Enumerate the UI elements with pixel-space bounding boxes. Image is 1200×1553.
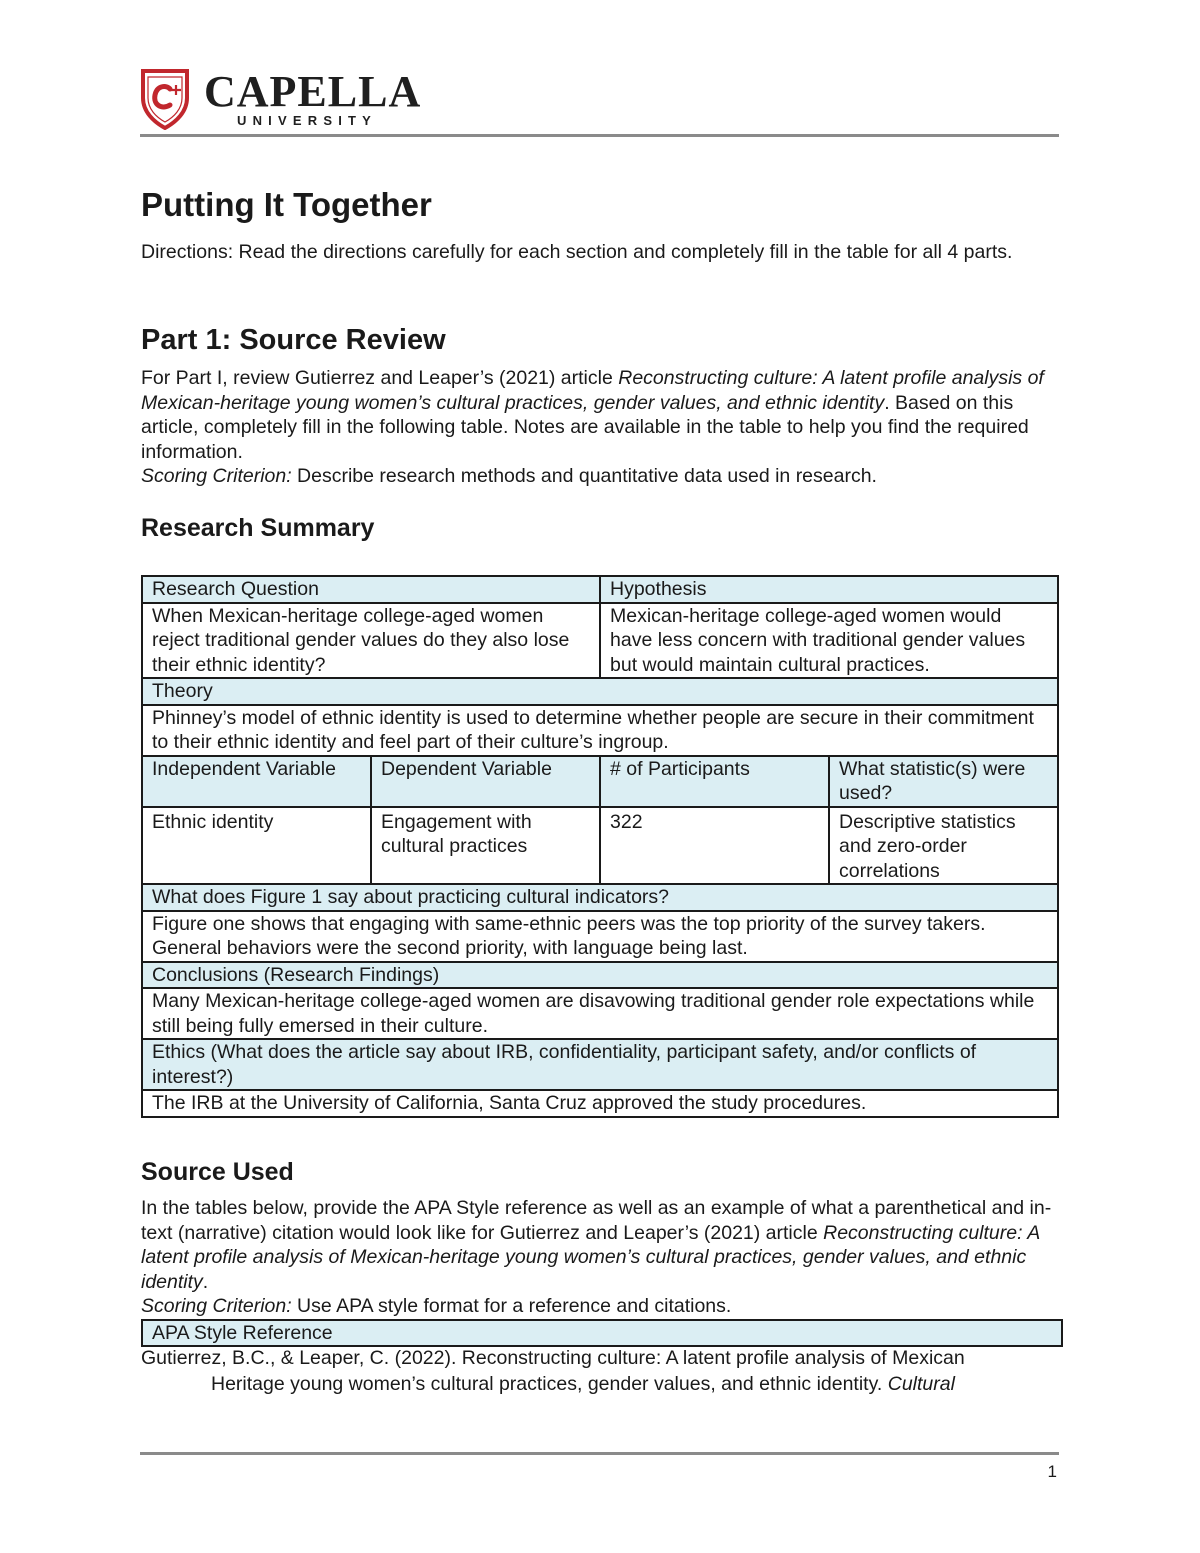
hypothesis-label: Hypothesis xyxy=(600,576,1058,603)
conclusions-cell: Many Mexican-heritage college-aged women are disavowing traditional gender role expectations while still being fully emersed in their culture. xyxy=(142,988,1058,1039)
part1-intro: For Part I, review Gutierrez and Leaper’s (2021) article Reconstructing culture: A latent profile analysis of Mexican-heritage young women’s cultural practices, gender values, and ethnic identity. Based on this article, completely fill in the following table. Notes are available in the table to help you find the required information. Scoring Criterion: Describe research methods and quantitative data used in research. xyxy=(141,367,1044,488)
footer-rule xyxy=(140,1452,1059,1455)
iv-label: Independent Variable xyxy=(142,756,371,807)
statistics-cell: Descriptive statistics and zero-order correlations xyxy=(829,807,1058,885)
ethics-label: Ethics (What does the article say about IRB, confidentiality, participant safety, and/or conflicts of interest?) xyxy=(142,1039,1058,1090)
iv-cell: Ethnic identity xyxy=(142,807,371,885)
table-row xyxy=(142,1090,1058,1117)
research-question-cell: When Mexican-heritage college-aged women reject traditional gender values do they also lose their ethnic identity? xyxy=(142,603,600,679)
header-rule xyxy=(140,134,1059,137)
figure-label: What does Figure 1 say about practicing cultural indicators? xyxy=(142,884,1058,911)
research-summary-table xyxy=(141,575,1059,1118)
source-used-heading: Source Used xyxy=(141,1158,294,1186)
table-row xyxy=(142,884,1058,911)
table-row xyxy=(142,911,1058,962)
figure-cell: Figure one shows that engaging with same-ethnic peers was the top priority of the survey takers. General behaviors were the second priority, with language being last. xyxy=(142,911,1058,962)
dv-label: Dependent Variable xyxy=(371,756,600,807)
research-question-label: Research Question xyxy=(142,576,600,603)
research-summary-heading: Research Summary xyxy=(141,514,375,542)
shield-icon xyxy=(140,68,190,130)
apa-reference-text: Gutierrez, B.C., & Leaper, C. (2022). Reconstructing culture: A latent profile analysis of Mexican Heritage young women’s cultural practices, gender values, and ethnic identity. Cultural xyxy=(141,1347,965,1395)
ethics-cell: The IRB at the University of California, Santa Cruz approved the study procedures. xyxy=(142,1090,1058,1117)
dv-cell: Engagement with cultural practices xyxy=(371,807,600,885)
table-row xyxy=(142,603,1058,679)
table-row xyxy=(142,1039,1058,1090)
table-row xyxy=(142,962,1058,989)
table-row xyxy=(142,807,1058,885)
page-number: 1 xyxy=(1047,1462,1057,1481)
table-row xyxy=(142,988,1058,1039)
conclusions-label: Conclusions (Research Findings) xyxy=(142,962,1058,989)
source-used-intro: In the tables below, provide the APA Style reference as well as an example of what a parenthetical and in-text (narrative) citation would look like for Gutierrez and Leaper’s (2021) article Reconstructing culture: A latent profile analysis of Mexican-heritage young women’s cultural practices, gender values, and ethnic identity. Scoring Criterion: Use APA style format for a reference and citations. xyxy=(141,1197,1052,1318)
part1-heading: Part 1: Source Review xyxy=(141,324,446,356)
logo-subtitle: UNIVERSITY xyxy=(237,113,378,128)
page-title: Putting It Together xyxy=(141,186,432,223)
theory-label: Theory xyxy=(142,678,1058,705)
directions-text: Directions: Read the directions carefully for each section and completely fill in the table for all 4 parts. xyxy=(141,241,1013,263)
participants-label: # of Participants xyxy=(600,756,829,807)
logo-wordmark: CAPELLA xyxy=(204,67,422,116)
participants-cell: 322 xyxy=(600,807,829,885)
apa-reference-label: APA Style Reference xyxy=(141,1319,1063,1347)
hypothesis-cell: Mexican-heritage college-aged women would have less concern with traditional gender values but would maintain cultural practices. xyxy=(600,603,1058,679)
table-row xyxy=(142,705,1058,756)
table-row xyxy=(142,576,1058,603)
table-row xyxy=(142,678,1058,705)
statistics-label: What statistic(s) were used? xyxy=(829,756,1058,807)
theory-cell: Phinney’s model of ethnic identity is used to determine whether people are secure in their commitment to their ethnic identity and feel part of their culture’s ingroup. xyxy=(142,705,1058,756)
table-row xyxy=(142,756,1058,807)
capella-logo xyxy=(140,68,440,132)
